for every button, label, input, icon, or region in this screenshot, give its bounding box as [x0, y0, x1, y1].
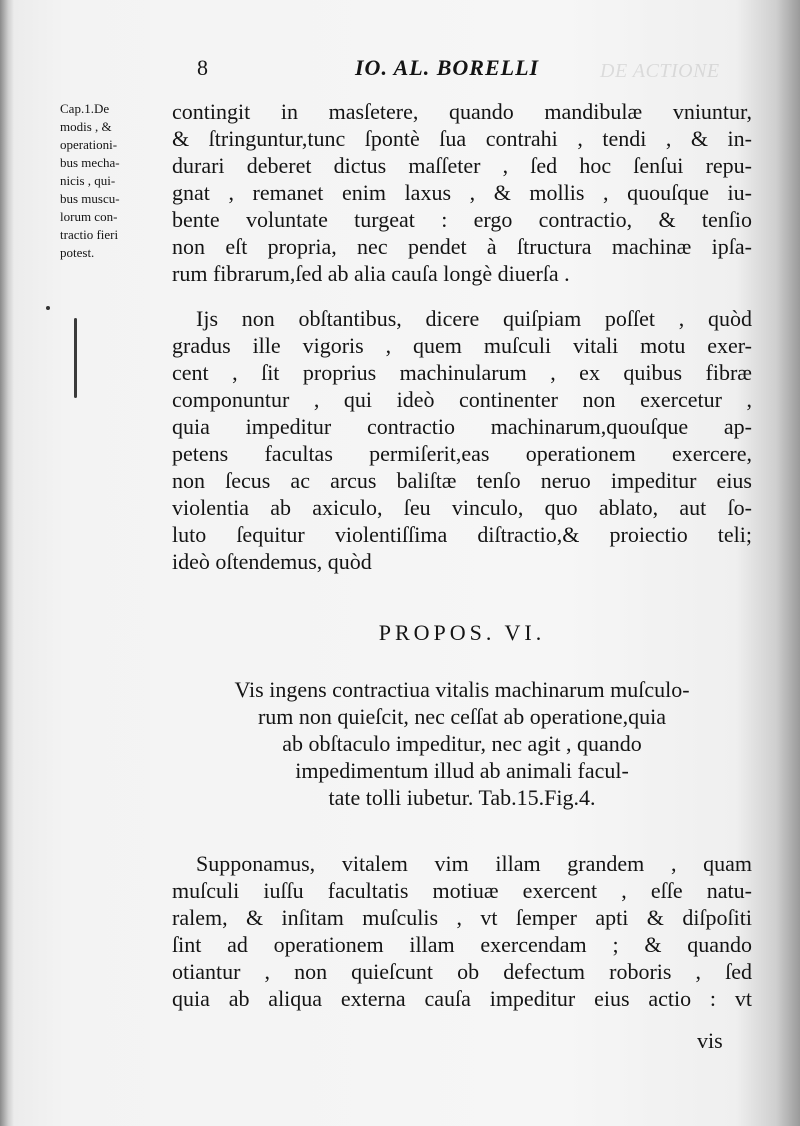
text-line: cent , ſit proprius machinularum , ex quibus fibræ: [172, 360, 752, 385]
page-header: [0, 55, 800, 85]
text-line: Vis ingens contractiua vitalis machinarum muſculo-: [234, 677, 690, 702]
text-line: impedimentum illud ab animali facul-: [295, 758, 629, 783]
margin-note-line: Cap.1.De: [60, 101, 110, 116]
show-through-text: DE ACTIONE: [600, 60, 720, 82]
margin-note-line: lorum con-: [60, 209, 118, 224]
margin-pen-mark: [74, 318, 77, 398]
margin-note-line: potest.: [60, 245, 95, 260]
margin-note-line: modis , &: [60, 119, 112, 134]
proposition-heading: PROPOS. VI.: [378, 620, 546, 645]
text-line: non eſt propria, nec pendet à ſtructura machinæ ipſa-: [172, 234, 752, 259]
text-line: bente voluntate turgeat : ergo contractio, & tenſio: [172, 207, 752, 232]
text-line: contingit in masſetere, quando mandibulæ vniuntur,: [172, 99, 752, 124]
text-line: ſint ad operationem illam exercendam ; & quando: [172, 932, 752, 957]
text-line: ralem, & inſitam muſculis , vt ſemper apti & diſpoſiti: [172, 905, 752, 930]
paragraph-3: [172, 850, 752, 1012]
margin-note-line: bus mecha-: [60, 155, 120, 170]
proposition-text: [172, 676, 752, 811]
text-line: luto ſequitur violentiſſima diſtractio,& proiectio teli;: [172, 522, 752, 547]
paragraph-1: [172, 98, 752, 287]
text-line: gradus ille vigoris , quem muſculi vitali motu exer-: [172, 333, 752, 358]
text-line: Supponamus, vitalem vim illam grandem , quam: [196, 851, 752, 876]
text-line: ideò oſtendemus, quòd: [172, 549, 372, 574]
paragraph-2: [172, 305, 752, 575]
text-line: durari deberet dictus maſſeter , ſed hoc ſenſui repu-: [172, 153, 752, 178]
margin-note-line: bus muscu-: [60, 191, 120, 206]
text-line: violentia ab axiculo, ſeu vinculo, quo ablato, aut ſo-: [172, 495, 752, 520]
catchword: vis: [697, 1028, 723, 1053]
text-line: tate tolli iubetur. Tab.15.Fig.4.: [328, 785, 596, 810]
text-line: quia impeditur contractio machinarum,quouſque ap-: [172, 414, 752, 439]
running-head: IO. AL. BORELLI: [355, 55, 540, 80]
margin-note-line: tractio fieri: [60, 227, 119, 242]
text-line: rum fibrarum,ſed ab alia cauſa longè diuerſa .: [172, 261, 570, 286]
text-line: Ijs non obſtantibus, dicere quiſpiam poſſet , quòd: [196, 306, 752, 331]
margin-note-line: operationi-: [60, 137, 118, 152]
text-line: gnat , remanet enim laxus , & mollis , quouſque iu-: [172, 180, 752, 205]
text-line: quia ab aliqua externa cauſa impeditur eius actio : vt: [172, 986, 752, 1011]
text-line: & ſtringuntur,tunc ſpontè ſua contrahi , tendi , & in-: [172, 126, 752, 151]
page-number: 8: [197, 55, 208, 80]
page-edge-shadow: [0, 0, 14, 1126]
text-line: petens facultas permiſerit,eas operationem exercere,: [172, 441, 752, 466]
text-line: non ſecus ac arcus baliſtæ tenſo neruo impeditur eius: [172, 468, 752, 493]
margin-note: [60, 100, 172, 262]
text-line: otiantur , non quieſcunt ob defectum roboris , ſed: [172, 959, 752, 984]
text-line: ab obſtaculo impeditur, nec agit , quando: [282, 731, 642, 756]
text-line: rum non quieſcit, nec ceſſat ab operatione,quia: [257, 704, 667, 729]
margin-note-line: nicis , qui-: [60, 173, 116, 188]
text-line: muſculi iuſſu facultatis motiuæ exercent , eſſe natu-: [172, 878, 752, 903]
text-line: componuntur , qui ideò continenter non exercetur ,: [172, 387, 752, 412]
ink-spot: [46, 306, 50, 310]
